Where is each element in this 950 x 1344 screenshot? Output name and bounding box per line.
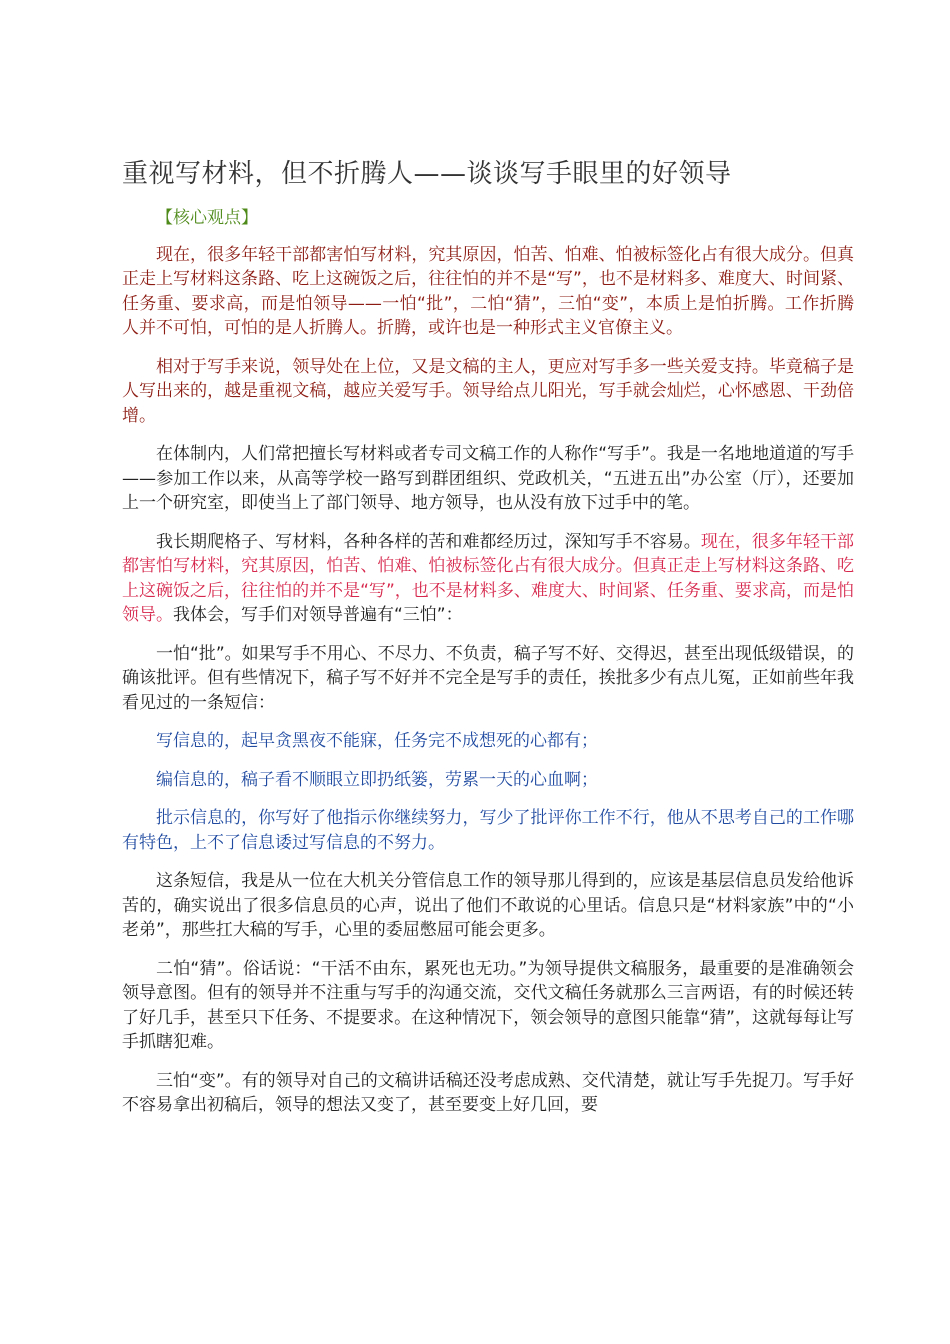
- core-viewpoint-tag: 【核心观点】: [156, 208, 258, 228]
- sms-quote-line-3: 批示信息的，你写好了他指示你继续努力，写少了批评你工作不行，他从不思考自己的工作哪有特色，上不了信息诿过写信息的不努力。: [122, 808, 854, 853]
- article-title: 重视写材料，但不折腾人——谈谈写手眼里的好领导: [122, 159, 732, 189]
- body-paragraph-fear-guessing: 二怕“猜”。俗话说：“干活不由东，累死也无功。”为领导提供文稿服务，最重要的是准确领会领导意图。但有的领导并不注重与写手的沟通交流，交代文稿任务就那么三言两语，有的时候还转了好几手，甚至只下任务、不提要求。在这种情况下，领会领导的意图只能靠“猜”，这就每每让写手抓瞎犯难。: [122, 958, 854, 1052]
- body-paragraph-fear-change: 三怕“变”。有的领导对自己的文稿讲话稿还没考虑成熟、交代清楚，就让写手先捉刀。写手好不容易拿出初稿后，领导的想法又变了，甚至要变上好几回，要: [122, 1070, 854, 1115]
- body-text-plain: 我长期爬格子、写材料，各种各样的苦和难都经历过，深知写手不容易。: [156, 531, 701, 552]
- summary-paragraph-1: 现在，很多年轻干部都害怕写材料，究其原因，怕苦、怕难、怕被标签化占有很大成分。但真正走上写材料这条路、吃上这碗饭之后，往往怕的并不是“写”，也不是材料多、难度大、时间紧、任务重、要求高，而是怕领导——一怕“批”，二怕“猜”，三怕“变”，本质上是怕折腾。工作折腾人并不可怕，可怕的是人折腾人。折腾，或许也是一种形式主义官僚主义。: [122, 244, 854, 338]
- sms-quote-line-2: 编信息的，稿子看不顺眼立即扔纸篓，劳累一天的心血啊；: [156, 769, 598, 790]
- body-paragraph-intro: 在体制内，人们常把擅长写材料或者专司文稿工作的人称作“写手”。我是一名地地道道的写手——参加工作以来，从高等学校一路写到群团组织、党政机关，“五进五出”办公室（厅），还要加上一个研究室，即使当上了部门领导、地方领导，也从没有放下过手中的笔。: [122, 444, 854, 513]
- body-text-plain-end: 我体会，写手们对领导普遍有“三怕”：: [173, 605, 463, 625]
- summary-paragraph-2: 相对于写手来说，领导处在上位，又是文稿的主人，更应对写手多一些关爱支持。毕竟稿子是人写出来的，越是重视文稿，越应关爱写手。领导给点儿阳光，写手就会灿烂，心怀感恩、干劲倍增。: [122, 356, 854, 426]
- body-paragraph-fear-criticism: 一怕“批”。如果写手不用心、不尽力、不负责，稿子写不好、交得迟，甚至出现低级错误，的确该批评。但有些情况下，稿子写不好并不完全是写手的责任，挨批多少有点儿冤，正如前些年我看见过的一条短信：: [122, 643, 854, 713]
- body-paragraph-three-fears: [122, 530, 854, 628]
- highlighted-quote: 现在，很多年轻干部都害怕写材料，究其原因，怕苦、怕难、怕被标签化占有很大成分。但真正走上写材料这条路、吃上这碗饭之后，往往怕的并不是“写”，也不是材料多、难度大、时间紧、任务重、要求高，而是怕领导。: [122, 531, 855, 625]
- body-paragraph-sms-source: 这条短信，我是从一位在大机关分管信息工作的领导那儿得到的，应该是基层信息员发给他诉苦的，确实说出了很多信息员的心声，说出了他们不敢说的心里话。信息只是“材料家族”中的“小老弟”，那些扛大稿的写手，心里的委屈憋屈可能会更多。: [122, 871, 854, 940]
- document-page: [122, 150, 854, 1118]
- sms-quote-line-1: 写信息的，起早贪黑夜不能寐，任务完不成想死的心都有；: [156, 731, 598, 751]
